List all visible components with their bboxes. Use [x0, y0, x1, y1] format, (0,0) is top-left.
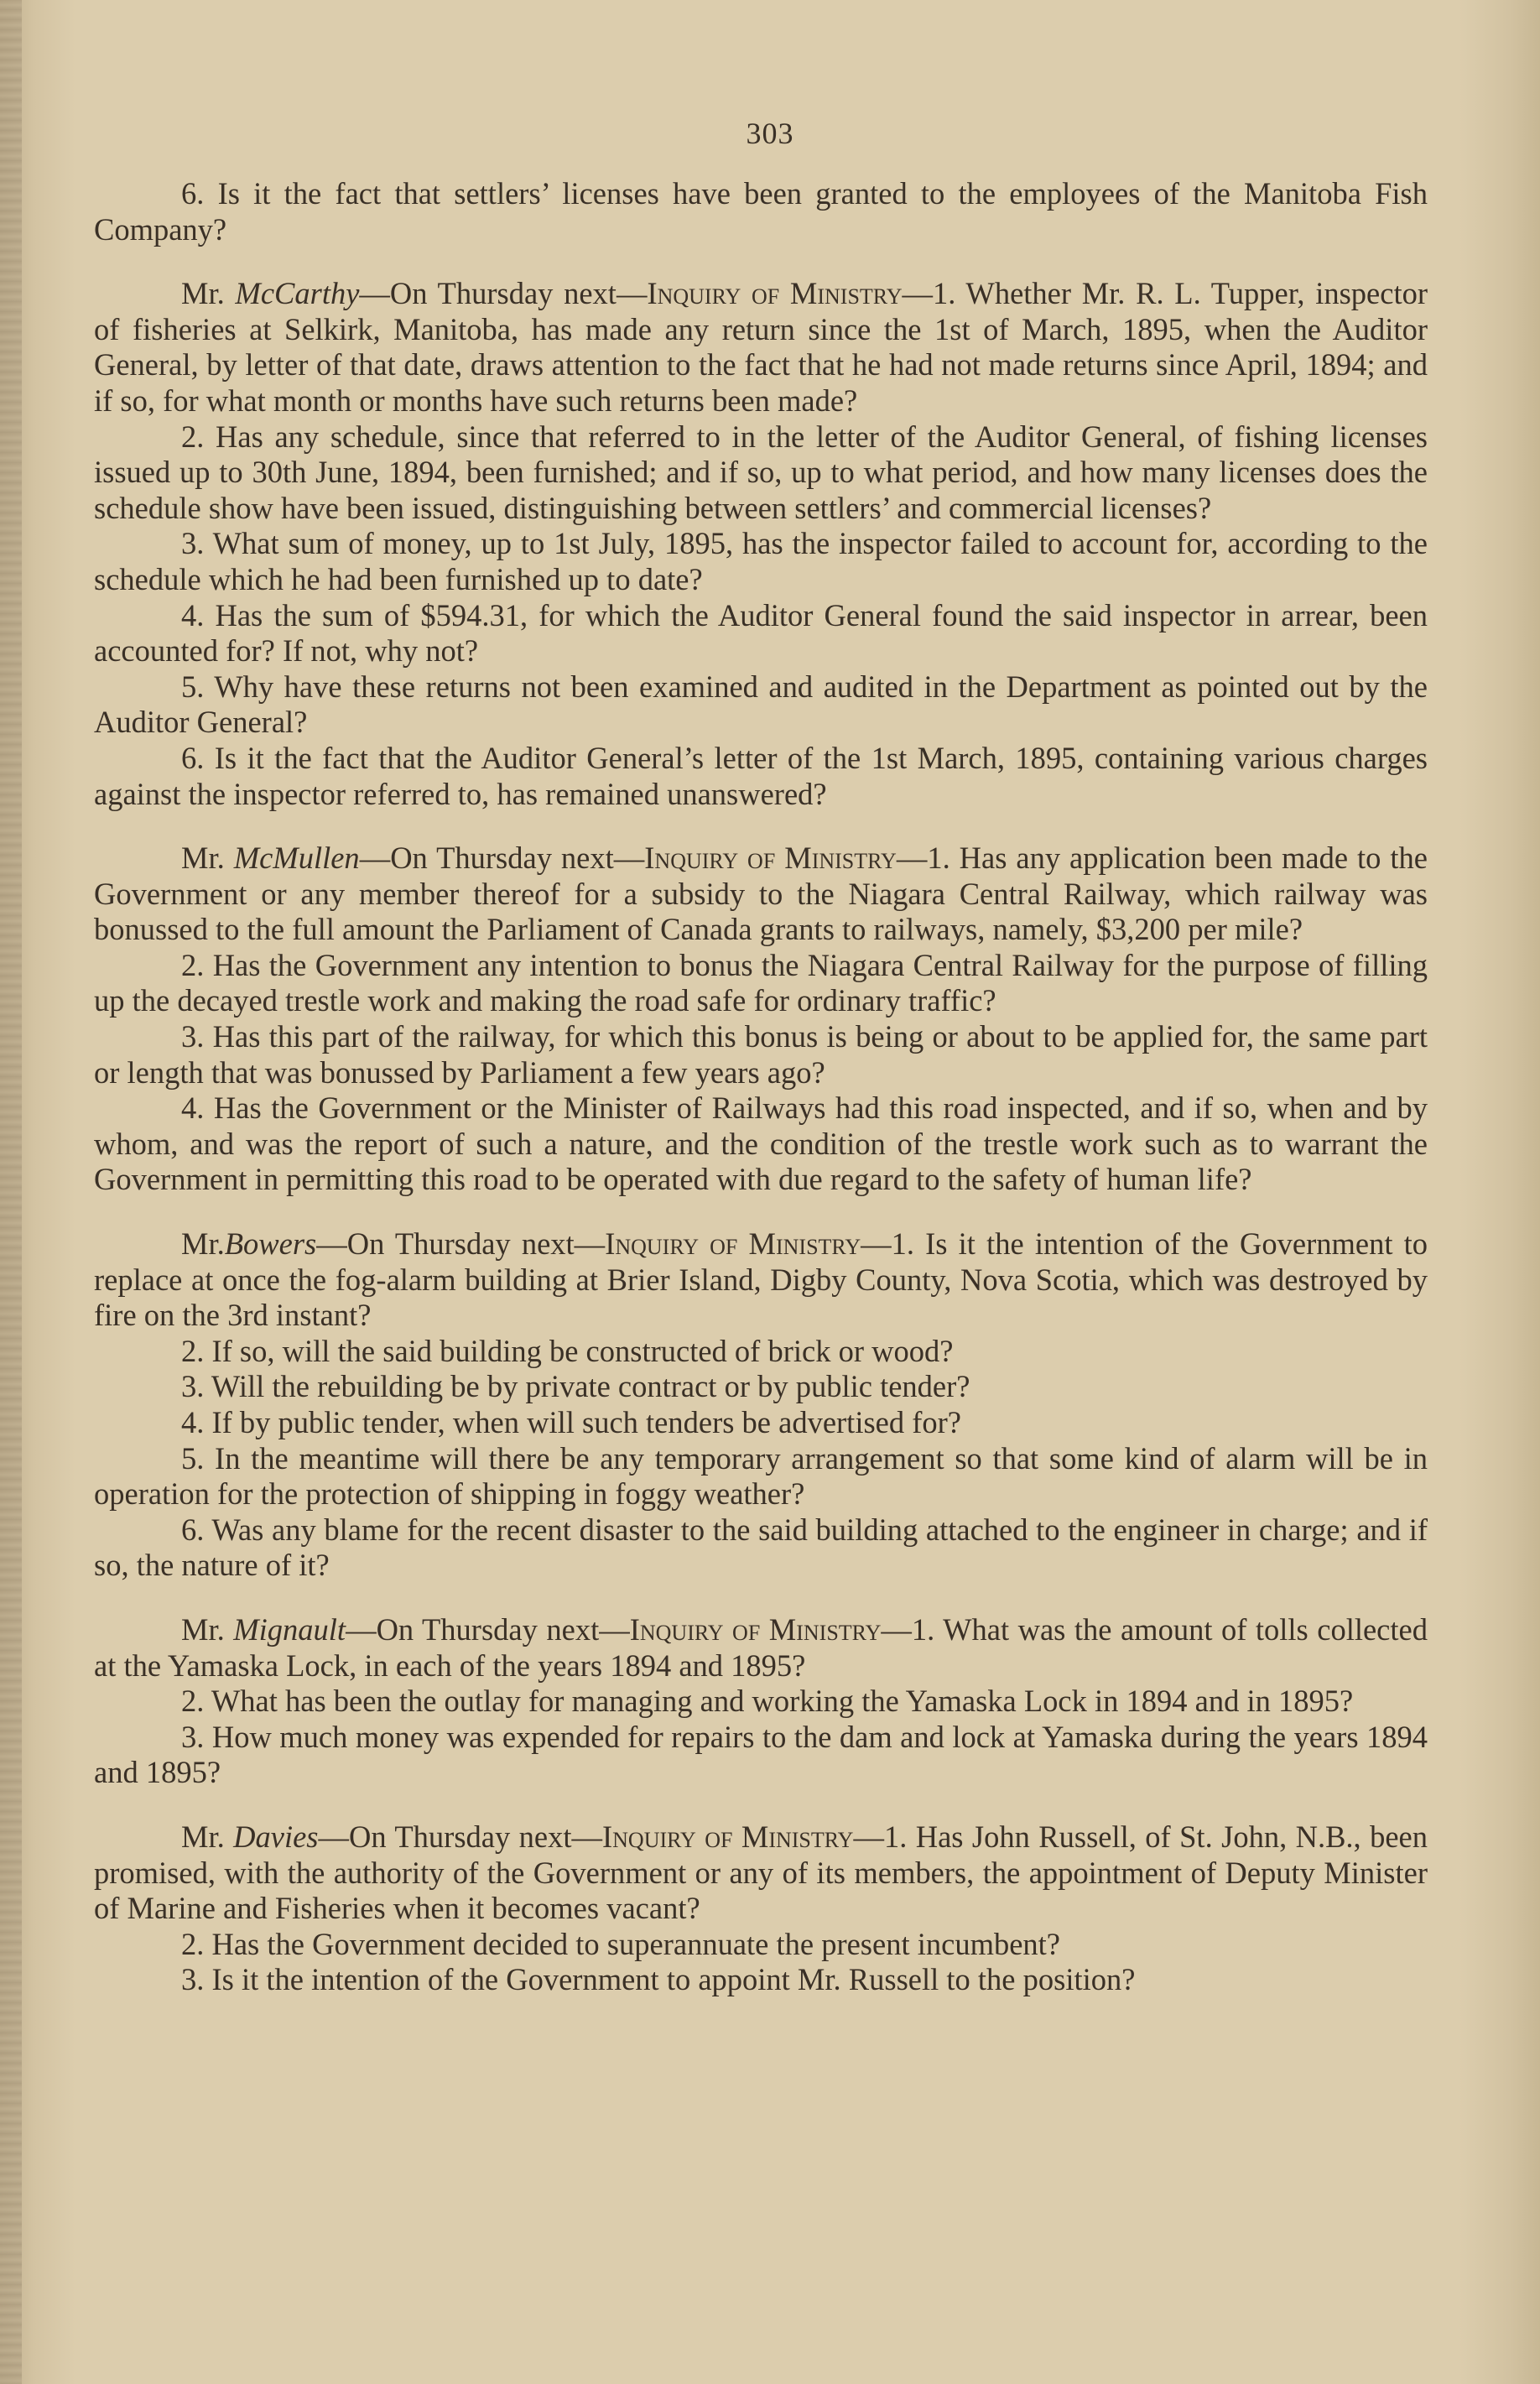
question-notice-paragraph [94, 1819, 1428, 1927]
question-paragraph [94, 669, 1428, 741]
binding-edge [0, 0, 22, 2384]
question-paragraph [94, 176, 1428, 247]
notice-date: —On Thursday next— [346, 1611, 630, 1647]
question-paragraph [94, 1334, 1428, 1370]
page-number: 303 [746, 117, 794, 150]
paragraph-text: 4. If by public tender, when will such tenders be advertised for? [181, 1405, 962, 1439]
paragraph-text: 3. Has this part of the railway, for which this bonus is being or about to be applied for, the same part or length that was bonussed by Parliament a few years ago? [94, 1019, 1428, 1090]
paragraph-text: 6. Is it the fact that the Auditor General’s letter of the 1st March, 1895, containing various charges against the inspector referred to, has remained unanswered? [94, 740, 1428, 811]
paragraph-text: 3. Will the rebuilding be by private contract or by public tender? [181, 1369, 970, 1404]
paragraph-text: 5. In the meantime will there be any temporary arrangement so that some kind of alarm will be in operation for the protection of shipping in foggy weather? [94, 1440, 1428, 1512]
member-name: McCarthy [235, 276, 360, 311]
notice-date: —On Thursday next— [318, 1819, 602, 1854]
paragraph-text: 3. What sum of money, up to 1st July, 1895, has the inspector failed to account for, according to the schedule which he had been furnished up to date? [94, 526, 1428, 596]
paragraph-text: 2. Has the Government any intention to bonus the Niagara Central Railway for the purpose of filling up the decayed trestle work and making the road safe for ordinary traffic? [94, 947, 1428, 1018]
paragraph-text: 2. Has the Government decided to superannuate the present incumbent? [181, 1926, 1061, 1961]
paragraph-text: —1. Is it the intention of the Government to replace at once the fog-alarm building at Brier Island, Digby County, Nova Scotia, which was destroyed by fire on the 3rd instant? [94, 1226, 1428, 1333]
member-name: Davies [233, 1819, 319, 1854]
paragraph-text: 4. Has the Government or the Minister of Railways had this road inspected, and if so, when and by whom, and was the report of such a nature, and the condition of the trestle work such as to warrant the Government in permitting this road to be operated with due regard to the safety of human life? [94, 1090, 1428, 1197]
question-paragraph [94, 1684, 1428, 1720]
paragraph-text: 5. Why have these returns not been examined and audited in the Department as pointed out by the Auditor General? [94, 669, 1428, 740]
question-notice-paragraph [94, 1226, 1428, 1334]
paragraph-text: 2. If so, will the said building be constructed of brick or wood? [181, 1333, 954, 1368]
member-name: Mignault [233, 1611, 346, 1647]
question-paragraph [94, 1962, 1428, 1998]
question-paragraph [94, 598, 1428, 669]
member-title: Mr. [181, 276, 236, 311]
notice-date: —On Thursday next— [359, 841, 645, 876]
paragraph-text: 4. Has the sum of $594.31, for which the Auditor General found the said inspector in arrear, been accounted for? If not, why not? [94, 597, 1428, 669]
paragraph-text: 3. Is it the intention of the Government to appoint Mr. Russell to the position? [181, 1962, 1136, 1997]
question-notice-paragraph [94, 841, 1428, 948]
document-body [94, 176, 1428, 1998]
paragraph-text: —1. Has John Russell, of St. John, N.B., been promised, with the authority of the Government or any of its members, the appointment of Deputy Minister of Marine and Fisheries when it becomes vacant? [94, 1819, 1428, 1926]
question-paragraph [94, 1720, 1428, 1791]
member-title: Mr. [181, 1611, 234, 1647]
question-paragraph [94, 948, 1428, 1019]
question-paragraph [94, 1441, 1428, 1512]
question-paragraph [94, 1405, 1428, 1441]
question-paragraph [94, 1019, 1428, 1090]
member-name: McMullen [233, 841, 360, 876]
member-title: Mr. [181, 1819, 234, 1854]
notice-date: —On Thursday next— [316, 1226, 606, 1262]
question-paragraph [94, 1369, 1428, 1405]
question-paragraph [94, 1927, 1428, 1963]
paragraph-text: —1. What was the amount of tolls collected at the Yamaska Lock, in each of the years 1894 and 1895? [94, 1611, 1428, 1683]
member-name: Bowers [224, 1226, 317, 1262]
notice-heading: Inquiry of Ministry [605, 1226, 861, 1262]
member-title: Mr. [181, 1226, 225, 1262]
notice-heading: Inquiry of Ministry [629, 1611, 882, 1647]
notice-date: —On Thursday next— [359, 276, 648, 311]
paragraph-text: 3. How much money was expended for repairs to the dam and lock at Yamaska during the years 1894 and 1895? [94, 1719, 1428, 1790]
question-paragraph [94, 526, 1428, 597]
member-title: Mr. [181, 841, 234, 876]
notice-heading: Inquiry of Ministry [601, 1819, 854, 1854]
question-paragraph [94, 419, 1428, 527]
notice-heading: Inquiry of Ministry [647, 276, 903, 311]
question-paragraph [94, 1090, 1428, 1198]
paragraph-text: —1. Has any application been made to the Government or any member thereof for a subsidy to the Niagara Central Railway, which railway was bonussed to the full amount the Parliament of Canada grants to railways, namely, $3,200 per mile? [94, 841, 1428, 947]
notice-heading: Inquiry of Ministry [644, 841, 897, 876]
paragraph-text: 6. Is it the fact that settlers’ licenses have been granted to the employees of the Manitoba Fish Company? [94, 176, 1428, 247]
paragraph-text: —1. Whether Mr. R. L. Tupper, inspector of fisheries at Selkirk, Manitoba, has made any return since the 1st of March, 1895, when the Auditor General, by letter of that date, draws attention to the fact that he had not made returns since April, 1894; and if so, for what month or months have such returns been made? [94, 276, 1428, 418]
question-paragraph [94, 1512, 1428, 1584]
question-notice-paragraph [94, 1612, 1428, 1684]
question-notice-paragraph [94, 276, 1428, 419]
paragraph-text: 2. What has been the outlay for managing and working the Yamaska Lock in 1894 and in 1895? [181, 1684, 1354, 1719]
question-paragraph [94, 741, 1428, 812]
paragraph-text: 6. Was any blame for the recent disaster to the said building attached to the engineer in charge; and if so, the nature of it? [94, 1512, 1428, 1583]
paragraph-text: 2. Has any schedule, since that referred to in the letter of the Auditor General, of fishing licenses issued up to 30th June, 1894, been furnished; and if so, up to what period, and how many licenses does the schedule show have been issued, distinguishing between settlers’ and commercial licenses? [94, 419, 1428, 525]
